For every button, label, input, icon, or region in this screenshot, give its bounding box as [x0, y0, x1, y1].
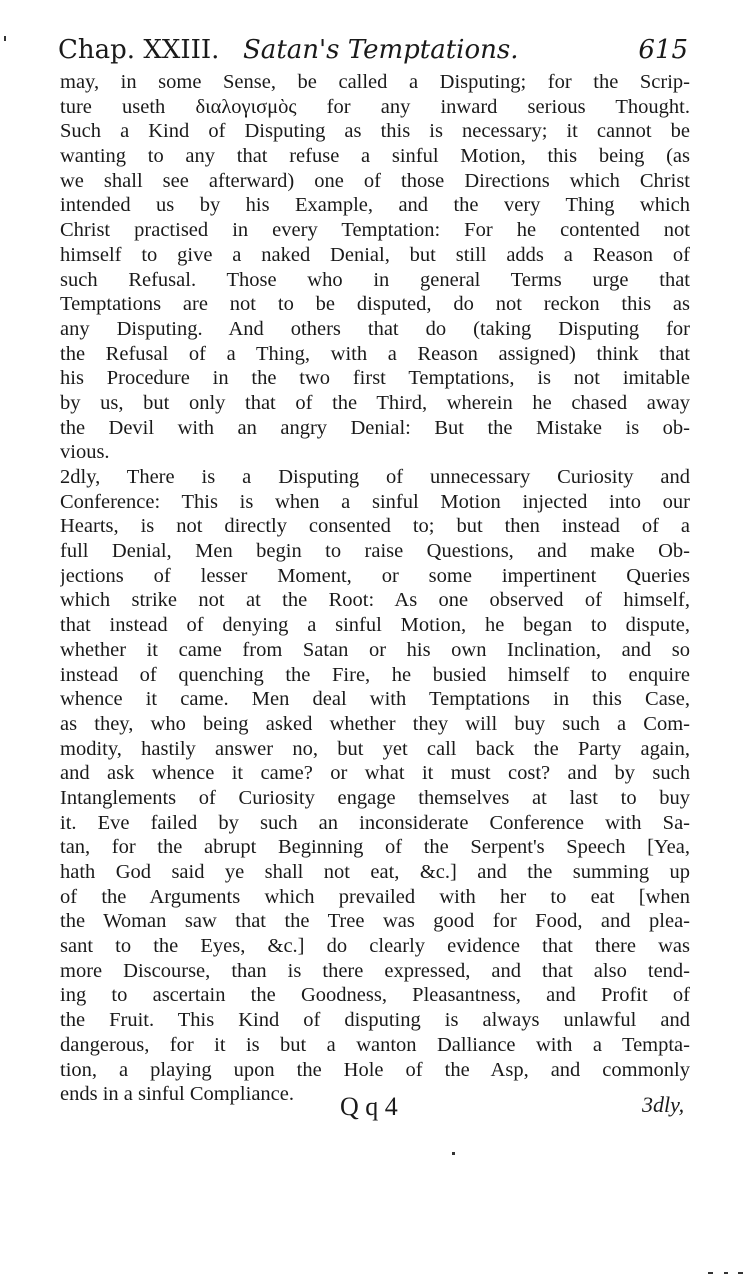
text-line: any Disputing. And others that do (taking Disputing for — [60, 317, 690, 340]
text-line: more Discourse, than is there expressed, and that also tend- — [60, 959, 690, 982]
text-line: of the Arguments which prevailed with her to eat [when — [60, 885, 690, 908]
page-footer — [0, 1092, 750, 1128]
text-line: it. Eve failed by such an inconsiderate Conference with Sa- — [60, 811, 690, 834]
scan-speck — [708, 1272, 713, 1274]
text-line: Hearts, is not directly consented to; but then instead of a — [60, 515, 690, 538]
text-line: modity, hastily answer no, but yet call back the Party again, — [60, 737, 690, 760]
text-line: Such a Kind of Disputing as this is necessary; it cannot be — [60, 120, 690, 143]
text-line: ing to ascertain the Goodness, Pleasantness, and Profit of — [60, 984, 690, 1007]
text-line: vious. — [60, 441, 110, 464]
scan-speck — [452, 1152, 455, 1155]
text-line: his Procedure in the two first Temptations, is not imitable — [60, 367, 690, 390]
text-line: tan, for the abrupt Beginning of the Serpent's Speech [Yea, — [60, 836, 690, 859]
body-text — [60, 70, 690, 1107]
catchword: 3dly, — [642, 1092, 685, 1117]
chapter-heading: Chap. XXIII. — [58, 35, 220, 65]
text-line: instead of quenching the Fire, he busied himself to enquire — [60, 663, 690, 686]
text-line: the Fruit. This Kind of disputing is always unlawful and — [60, 1009, 690, 1032]
text-line: and ask whence it came? or what it must cost? and by such — [60, 762, 690, 785]
text-line: sant to the Eyes, &c.] do clearly evidence that there was — [60, 935, 690, 958]
text-line: whether it came from Satan or his own Inclination, and so — [60, 638, 690, 661]
scan-speck — [724, 1272, 728, 1274]
text-line: 2dly, There is a Disputing of unnecessary Curiosity and — [60, 466, 690, 488]
text-line: by us, but only that of the Third, wherein he chased away — [60, 391, 690, 414]
text-line: Christ practised in every Temptation: For he contented not — [60, 219, 690, 242]
text-line: hath God said ye shall not eat, &c.] and the summing up — [60, 861, 690, 883]
signature-mark: Q q 4 — [340, 1092, 398, 1121]
running-title: Satan's Temptations. — [243, 35, 519, 65]
text-line: Intanglements of Curiosity engage themselves at last to buy — [60, 786, 690, 809]
text-line: himself to give a naked Denial, but still adds a Reason of — [60, 243, 690, 266]
page-header — [58, 30, 688, 70]
text-line: which strike not at the Root: As one observed of himself, — [60, 589, 690, 612]
text-line: tion, a playing upon the Hole of the Asp, and commonly — [60, 1058, 690, 1081]
text-line: the Woman saw that the Tree was good for Food, and plea- — [60, 910, 690, 933]
text-line: we shall see afterward) one of those Directions which Christ — [60, 169, 690, 192]
text-line: intended us by his Example, and the very Thing which — [60, 194, 690, 217]
text-line: such Refusal. Those who in general Terms urge that — [60, 268, 690, 291]
text-line: jections of lesser Moment, or some impertinent Queries — [60, 564, 690, 587]
text-line: whence it came. Men deal with Temptations in this Case, — [60, 688, 690, 711]
text-line: Conference: This is when a sinful Motion injected into our — [60, 490, 690, 513]
scan-speck — [4, 36, 6, 41]
text-line: dangerous, for it is but a wanton Dalliance with a Tempta- — [60, 1033, 690, 1056]
text-line: as they, who being asked whether they will buy such a Com- — [60, 712, 690, 735]
scan-speck — [738, 1272, 743, 1274]
text-line: full Denial, Men begin to raise Questions, and make Ob- — [60, 540, 690, 563]
text-line: Temptations are not to be disputed, do not reckon this as — [60, 293, 690, 316]
page-number: 615 — [638, 35, 688, 65]
text-line: that instead of denying a sinful Motion, he began to dispute, — [60, 614, 690, 637]
text-line: the Refusal of a Thing, with a Reason assigned) think that — [60, 342, 690, 365]
text-line: ture useth διαλογισμὸς for any inward serious Thought. — [60, 95, 690, 118]
text-line: the Devil with an angry Denial: But the Mistake is ob- — [60, 416, 690, 439]
text-line: ends in a sinful Compliance. — [60, 1083, 294, 1106]
text-line: may, in some Sense, be called a Disputing; for the Scrip- — [60, 71, 690, 93]
text-line: wanting to any that refuse a sinful Motion, this being (as — [60, 145, 690, 168]
